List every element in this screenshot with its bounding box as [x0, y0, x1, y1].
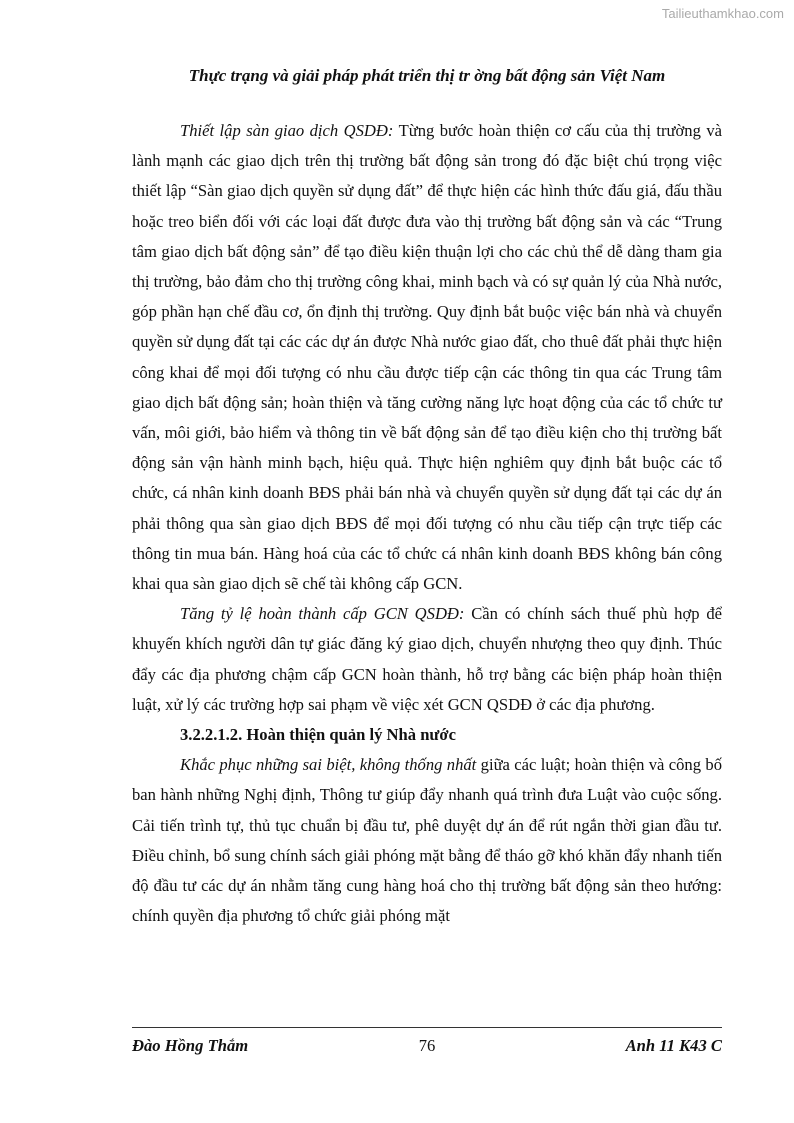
paragraph-sales-floor	[132, 116, 722, 599]
footer-divider	[132, 1027, 722, 1028]
paragraph-lead: Tăng tỷ lệ hoàn thành cấp GCN QSDĐ:	[180, 604, 465, 624]
paragraph-text: Cần có chính sách thuế phù hợp để khuyến khích người dân tự giác đăng ký giao dịch, chuyển nhượng theo quy định. Thúc đẩy các địa phương chậm cấp GCN hoàn thành, hỗ trợ bằng các biện pháp hoàn thiện luật, xử lý các trường hợp sai phạm về việc xét GCN QSDĐ ở các địa phương.	[132, 604, 722, 714]
footer-author: Đào Hồng Thắm	[132, 1036, 249, 1055]
paragraph-text: giữa các luật; hoàn thiện và công bố ban hành những Nghị định, Thông tư giúp đẩy nhanh quá trình đưa Luật vào cuộc sống. Cải tiến trình tự, thủ tục chuẩn bị đầu tư, phê duyệt dự án để rút ngắn thời gian đầu tư. Điều chỉnh, bổ sung chính sách giải phóng mặt bằng để tháo gỡ khó khăn đẩy nhanh tiến độ đầu tư các dự án nhằm tăng cung hàng hoá cho thị trường bất động sản theo hướng: chính quyền địa phương tổ chức giải phóng mặt	[132, 755, 722, 926]
section-heading: 3.2.2.1.2. Hoàn thiện quản lý Nhà nước	[180, 725, 456, 745]
paragraph-lead: Khắc phục những sai biệt, không thống nhất	[180, 755, 477, 775]
footer-class: Anh 11 K43 C	[625, 1036, 722, 1055]
page-title: Thực trạng và giải pháp phát triển thị tr ờng bất động sản Việt Nam	[188, 66, 666, 85]
document-body	[132, 116, 722, 931]
paragraph-text: Từng bước hoàn thiện cơ cấu của thị trường và lành mạnh các giao dịch trên thị trường bất động sản trong đó đặc biệt chú trọng việc thiết lập “Sàn giao dịch quyền sử dụng đất” để thực hiện các hình thức đấu giá, đấu thầu hoặc treo biển đối với các loại đất được đưa vào thị trường bất động sản và các “Trung tâm giao dịch bất động sản” để tạo điều kiện thuận lợi cho các chủ thể dễ dàng tham gia thị trường, bảo đảm cho thị trường công khai, minh bạch và có sự quản lý của Nhà nước, góp phần hạn chế đầu cơ, ổn định thị trường. Quy định bắt buộc việc bán nhà và chuyển quyền sử dụng đất tại các các dự án được Nhà nước giao đất, cho thuê đất phải thực hiện công khai để mọi đối tượng có nhu cầu được tiếp cận các thông tin qua các Trung tâm giao dịch bất động sản; hoàn thiện và tăng cường năng lực hoạt động của các tổ chức tư vấn, môi giới, bảo hiểm và thông tin về bất động sản để tạo điều kiện cho thị trường bất động sản vận hành minh bạch, hiệu quả. Thực hiện nghiêm quy định bắt buộc các tổ chức, cá nhân kinh doanh BĐS phải bán nhà và chuyển quyền sử dụng đất tại các dự án phải thông qua sàn giao dịch BĐS để mọi đối tượng có nhu cầu tiếp cận trực tiếp các thông tin mua bán. Hàng hoá của các tổ chức cá nhân kinh doanh BĐS không bán công khai qua sàn giao dịch sẽ chế tài không cấp GCN.	[132, 121, 722, 594]
paragraph-state-management	[132, 750, 722, 931]
watermark-text: Tailieuthamkhao.com	[661, 6, 784, 21]
page-number: 76	[418, 1036, 436, 1055]
paragraph-certificate-rate	[132, 599, 722, 720]
paragraph-lead: Thiết lập sàn giao dịch QSDĐ:	[180, 121, 394, 140]
